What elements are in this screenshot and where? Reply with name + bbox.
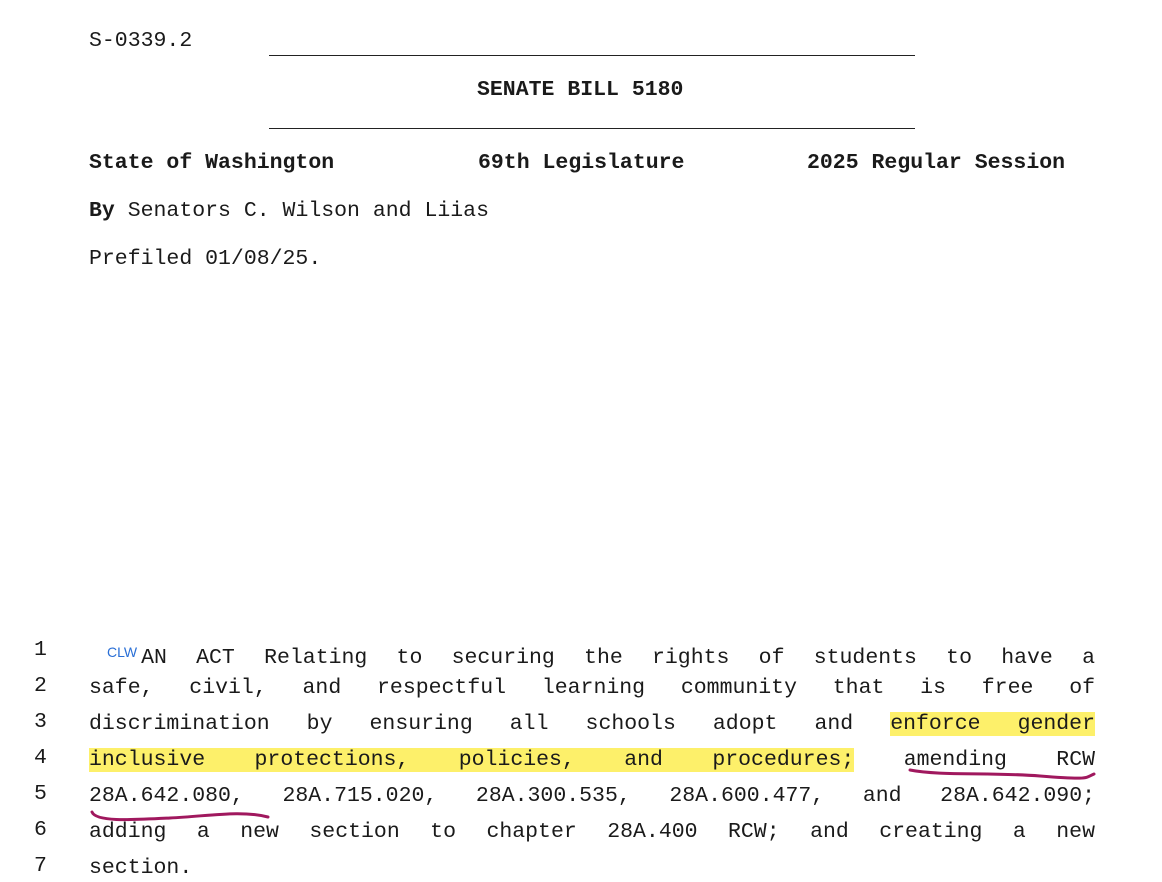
line-number: 7 — [34, 854, 47, 878]
by-label: By — [89, 199, 115, 223]
sponsors: Senators C. Wilson and Liias — [127, 199, 489, 223]
line-number: 1 — [34, 638, 47, 662]
bill-line — [89, 638, 1095, 670]
bill-line: 28A.642.080, 28A.715.020, 28A.300.535, 28A.600.477, and 28A.642.090; — [89, 784, 1095, 808]
bill-line: section. — [89, 856, 193, 880]
line-number: 2 — [34, 674, 47, 698]
title-top-rule — [269, 55, 915, 56]
line-number: 5 — [34, 782, 47, 806]
highlighted-text: enforce gender — [890, 712, 1095, 736]
bill-line — [89, 746, 1095, 774]
line-number: 3 — [34, 710, 47, 734]
prefiled-date: Prefiled 01/08/25. — [89, 247, 322, 271]
line-number: 6 — [34, 818, 47, 842]
bill-line: safe, civil, and respectful learning community that is free of — [89, 676, 1095, 700]
highlighted-text: inclusive protections, policies, and procedures; — [89, 748, 855, 772]
bill-line — [89, 710, 1095, 738]
title-bottom-rule — [269, 128, 915, 129]
sponsor-line — [89, 199, 489, 223]
document-code: S-0339.2 — [89, 29, 193, 53]
state-label: State of Washington — [89, 151, 335, 175]
bill-line-text: amending RCW — [903, 748, 1096, 772]
bill-line: adding a new section to chapter 28A.400 RCW; and creating a new — [89, 820, 1095, 844]
session-label: 2025 Regular Session — [807, 151, 1066, 175]
line-number: 4 — [34, 746, 47, 770]
legislature-label: 69th Legislature — [478, 151, 685, 175]
code-marker: CLW — [107, 644, 138, 660]
bill-title: SENATE BILL 5180 — [477, 78, 684, 102]
bill-line-text: AN ACT Relating to securing the rights of students to have a — [141, 646, 1095, 670]
bill-line-text: discrimination by ensuring all schools adopt and — [89, 712, 854, 736]
